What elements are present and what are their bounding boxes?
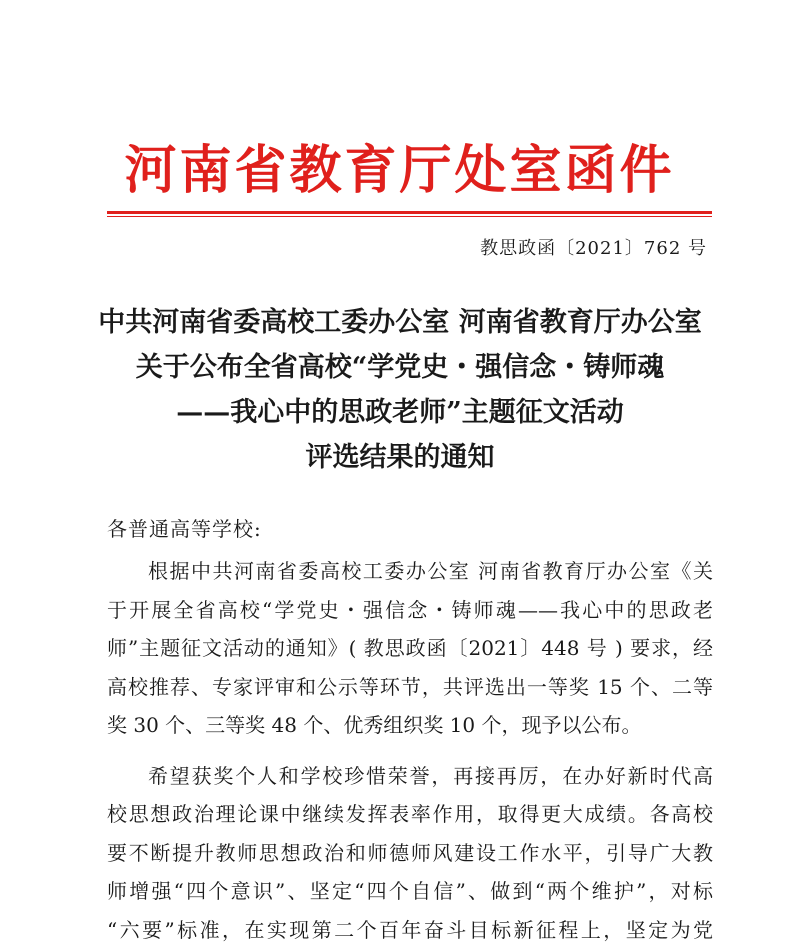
paragraph-gap	[107, 745, 713, 757]
paragraph	[107, 757, 713, 949]
letterhead-title: 河南省教育厅处室函件	[0, 138, 799, 204]
paragraph-line: 要不断提升教师思想政治和师德师风建设工作水平，引导广大教	[107, 834, 713, 873]
paragraph-line: 师”主题征文活动的通知》( 教思政函〔2021〕448 号 ) 要求，经	[107, 629, 713, 668]
heading-line: 关于公布全省高校“学党史・强信念・铸师魂	[80, 345, 720, 390]
paragraph-line: 根据中共河南省委高校工委办公室 河南省教育厅办公室《关	[107, 552, 713, 591]
paragraph	[107, 552, 713, 745]
paragraph-line: “六要”标准，在实现第二个百年奋斗目标新征程上，坚定为党	[107, 911, 713, 949]
letterhead-rule-thick	[107, 211, 712, 214]
heading-line: 中共河南省委高校工委办公室 河南省教育厅办公室	[80, 300, 720, 345]
body-text	[107, 552, 713, 949]
paragraph-line: 于开展全省高校“学党史・强信念・铸师魂——我心中的思政老	[107, 591, 713, 630]
paragraph-line: 希望获奖个人和学校珍惜荣誉，再接再厉，在办好新时代高	[107, 757, 713, 796]
paragraph-line: 奖 30 个、三等奖 48 个、优秀组织奖 10 个，现予以公布。	[107, 706, 713, 745]
document-heading	[80, 300, 720, 480]
letterhead-rule-thin	[107, 216, 712, 217]
paragraph-line: 高校推荐、专家评审和公示等环节，共评选出一等奖 15 个、二等	[107, 668, 713, 707]
document-number: 教思政函〔2021〕762 号	[480, 234, 707, 264]
heading-line: ——我心中的思政老师”主题征文活动	[80, 390, 720, 435]
heading-line: 评选结果的通知	[80, 435, 720, 480]
paragraph-line: 师增强“四个意识”、坚定“四个自信”、做到“两个维护”，对标	[107, 872, 713, 911]
paragraph-line: 校思想政治理论课中继续发挥表率作用，取得更大成绩。各高校	[107, 795, 713, 834]
salutation: 各普通高等学校:	[107, 510, 262, 548]
